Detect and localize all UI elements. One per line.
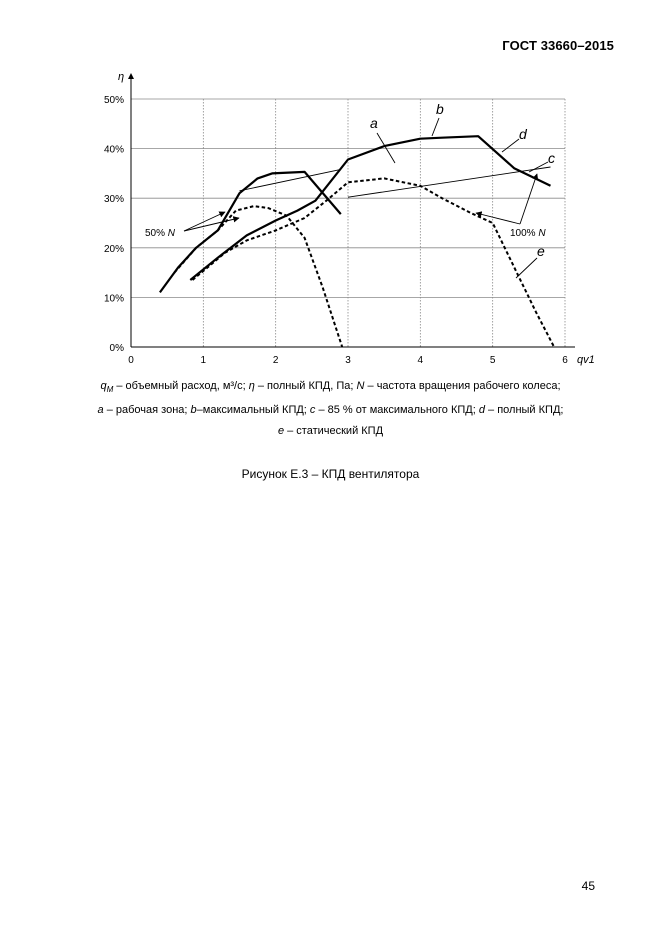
caption-line-2: [40, 400, 621, 421]
x-axis-label: qv1: [577, 354, 595, 366]
caption-line-1: [40, 376, 621, 400]
x-tick-label: 0: [128, 355, 134, 366]
x-tick-label: 4: [417, 355, 424, 366]
y-tick-label: 40%: [103, 144, 124, 156]
caption-e-symbol: e: [277, 425, 285, 438]
y-tick-label: 30%: [103, 194, 124, 206]
y-tick-label: 0%: [109, 343, 124, 354]
x-tick-label: 3: [345, 355, 351, 366]
y-tick-label: 50%: [103, 95, 124, 106]
curve-label-leader: [529, 162, 548, 172]
caption-text: – 85 % от максимального КПД;: [315, 404, 479, 417]
caption-eta-symbol: η: [248, 380, 255, 392]
caption-text: – рабочая зона;: [103, 404, 191, 417]
annotation-arrow: [184, 218, 239, 231]
caption-n-symbol: N: [356, 380, 365, 392]
curve-label-a: a: [370, 115, 378, 131]
caption-text: –максимальный КПД;: [196, 404, 310, 417]
caption-line-3: [40, 421, 621, 442]
curve-label-leader: [502, 139, 519, 152]
curve-label-leader: [516, 258, 537, 278]
page-number: 45: [581, 879, 595, 893]
caption-text: – объемный расход, м³/с;: [113, 380, 249, 392]
caption-q-subscript: М: [106, 385, 114, 395]
caption-text: – частота вращения рабочего колеса;: [364, 380, 561, 392]
x-tick-label: 5: [489, 355, 496, 366]
annotation-arrow: [520, 174, 537, 224]
x-tick-label: 2: [272, 355, 279, 366]
chart-labels: [104, 71, 595, 366]
chart-series: [160, 136, 554, 347]
caption-text: – полный КПД;: [484, 404, 564, 417]
x-tick-label: 1: [200, 355, 207, 366]
curve-label-e: e: [537, 243, 545, 259]
y-tick-label: 10%: [103, 293, 124, 305]
y-tick-label: 20%: [103, 243, 124, 255]
curve-label-b: b: [436, 101, 444, 117]
efficiency-chart: [0, 0, 661, 380]
series-line-c-100: [348, 167, 551, 197]
annotation-arrow: [476, 213, 520, 224]
curve-label-d: d: [519, 126, 527, 142]
curve-label-c: c: [548, 150, 555, 166]
chart-axes: [131, 76, 575, 347]
caption-d-symbol: d: [478, 404, 485, 417]
document-code: ГОСТ 33660–2015: [502, 38, 614, 53]
caption-text: – статический КПД: [284, 425, 384, 438]
caption-c-symbol: c: [309, 404, 316, 417]
x-tick-label: 6: [562, 355, 568, 366]
y-axis-label: η: [118, 71, 125, 83]
annotation-100-n: 100% N: [510, 228, 546, 239]
series-line-d-50: [160, 172, 341, 293]
figure-title: Рисунок Е.3 – КПД вентилятора: [241, 467, 420, 481]
caption-q-symbol: q: [100, 380, 107, 392]
caption-b-symbol: b: [190, 404, 197, 417]
curve-label-leader: [432, 118, 439, 136]
chart-grid: [131, 99, 565, 347]
series-line-e-100: [193, 178, 555, 347]
figure-caption: [40, 376, 621, 442]
annotation-50-n: 50% N: [145, 228, 176, 239]
caption-a-symbol: a: [97, 404, 104, 417]
caption-text: – полный КПД, Па;: [254, 380, 357, 392]
